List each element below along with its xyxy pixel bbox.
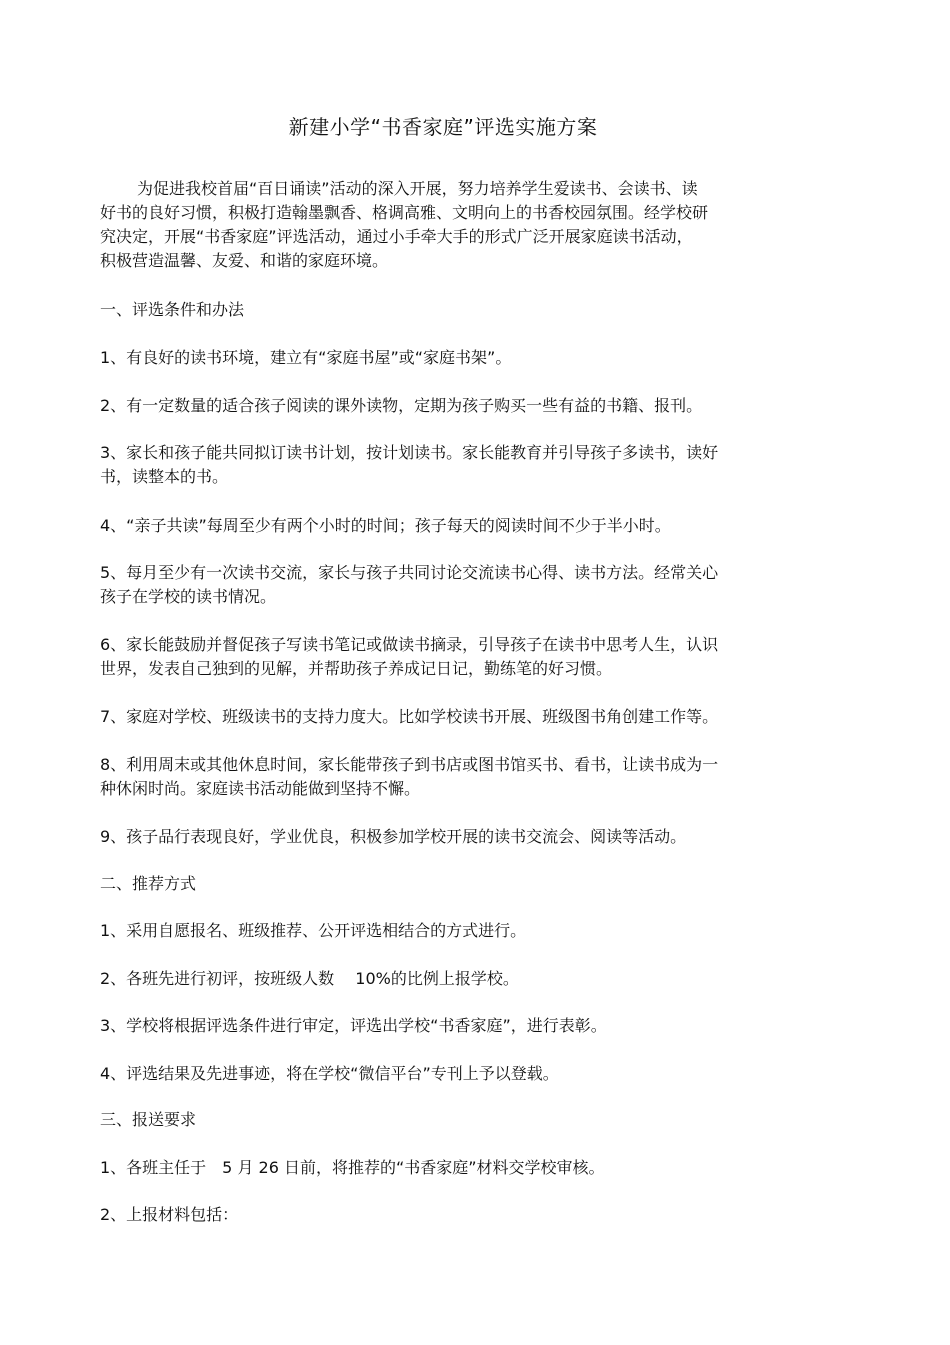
document-title: 新建小学“书香家庭”评选实施方案 [288,115,598,139]
intro-line: 为促进我校首届“百日诵读”活动的深入开展，努力培养学生爱读书、会读书、读 [137,179,698,198]
criteria-item-3 [100,441,800,489]
criteria-item-2: 2、有一定数量的适合孩子阅读的课外读物，定期为孩子购买一些有益的书籍、报刊。 [100,396,703,415]
recommendation-item-4: 4、评选结果及先进事迹，将在学校“微信平台”专刊上予以登载。 [100,1064,559,1083]
intro-line: 好书的良好习惯，积极打造翰墨飘香、格调高雅、文明向上的书香校园氛围。经学校研 [100,203,709,222]
recommendation-item-2: 2、各班先进行初评，按班级人数 10%的比例上报学校。 [100,969,519,988]
criteria-item-8-line-1: 8、利用周末或其他休息时间，家长能带孩子到书店或图书馆买书、看书，让读书成为一 [100,755,719,774]
recommendation-item-1: 1、采用自愿报名、班级推荐、公开评选相结合的方式进行。 [100,921,527,940]
criteria-item-9: 9、孩子品行表现良好，学业优良，积极参加学校开展的读书交流会、阅读等活动。 [100,827,687,846]
criteria-item-8-line-2: 种休闲时尚。家庭读书活动能做到坚持不懈。 [100,779,421,798]
intro-line: 究决定，开展“书香家庭”评选活动，通过小手牵大手的形式广泛开展家庭读书活动， [100,227,693,246]
section-heading-submission: 三、报送要求 [100,1110,197,1129]
criteria-item-7: 7、家庭对学校、班级读书的支持力度大。比如学校读书开展、班级图书角创建工作等。 [100,707,719,726]
criteria-item-3-line-1: 3、家长和孩子能共同拟订读书计划，按计划读书。家长能教育并引导孩子多读书，读好 [100,443,719,462]
section-heading-recommendation: 二、推荐方式 [100,874,197,893]
criteria-item-1: 1、有良好的读书环境，建立有“家庭书屋”或“家庭书架”。 [100,348,512,367]
criteria-item-6-line-2: 世界，发表自己独到的见解，并帮助孩子养成记日记，勤练笔的好习惯。 [100,659,613,678]
criteria-item-5-line-2: 孩子在学校的读书情况。 [100,587,277,606]
criteria-item-4: 4、“亲子共读”每周至少有两个小时的时间；孩子每天的阅读时间不少于半小时。 [100,516,671,535]
criteria-item-3-line-2: 书，读整本的书。 [100,467,229,486]
intro-line: 积极营造温馨、友爱、和谐的家庭环境。 [100,251,389,270]
criteria-item-6 [100,633,800,681]
section-heading-criteria: 一、评选条件和办法 [100,300,245,319]
criteria-item-5-line-1: 5、每月至少有一次读书交流，家长与孩子共同讨论交流读书心得、读书方法。经常关心 [100,563,719,582]
submission-item-1: 1、各班主任于 5 月 26 日前，将推荐的“书香家庭”材料交学校审核。 [100,1158,605,1177]
criteria-item-5 [100,561,800,609]
criteria-item-6-line-1: 6、家长能鼓励并督促孩子写读书笔记或做读书摘录，引导孩子在读书中思考人生，认识 [100,635,719,654]
intro-paragraph [100,177,795,273]
recommendation-item-3: 3、学校将根据评选条件进行审定，评选出学校“书香家庭”，进行表彰。 [100,1016,607,1035]
criteria-item-8 [100,753,800,801]
submission-item-2: 2、上报材料包括： [100,1205,239,1224]
